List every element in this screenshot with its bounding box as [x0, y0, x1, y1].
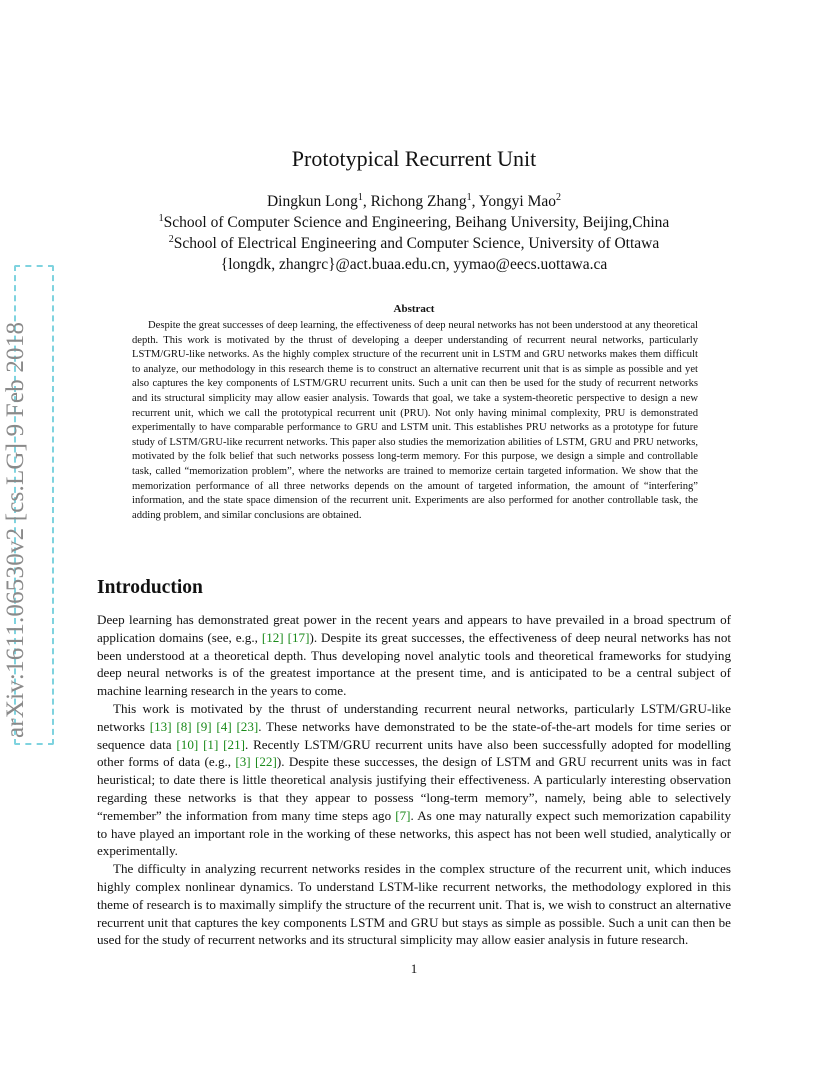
- author-name: Dingkun Long: [266, 193, 358, 210]
- body-text: This work is motivated by the thrust of understanding recurrent neural networks, particularly LSTM/GRU-like networks: [97, 700, 731, 734]
- citation-link[interactable]: [23]: [236, 718, 259, 734]
- author-affil-mark: 1: [466, 192, 472, 203]
- intro-body: [97, 611, 731, 949]
- body-paragraph: [97, 611, 731, 700]
- body-text: The difficulty in analyzing recurrent networks resides in the complex structure of the recurrent unit, which induces highly complex nonlinear dynamics. To understand LSTM-like recurrent networks, the methodology explored in this theme of research is to maximally simplify the structure of the recurrent unit. That is, we wish to construct an alternative recurrent unit that captures the key components LSTM and GRU but stays as simple as possible. Such a unit can then be used for the study of recurrent networks and its structural simplicity may allow easier analysis in future research.: [97, 861, 731, 948]
- affiliation-2: [0, 233, 828, 254]
- author-name: Richong Zhang: [370, 193, 467, 210]
- author-block: [0, 191, 828, 275]
- citation-link[interactable]: [10]: [176, 736, 199, 752]
- citation-link[interactable]: [1]: [203, 736, 219, 752]
- abstract: [132, 319, 698, 523]
- citation-link[interactable]: [13]: [149, 718, 172, 734]
- affiliation-2-text: School of Electrical Engineering and Computer Science, University of Ottawa: [173, 235, 660, 252]
- paper-title: Prototypical Recurrent Unit: [291, 146, 537, 171]
- author-name: Yongyi Mao: [478, 193, 557, 210]
- abstract-heading: Abstract: [393, 303, 435, 315]
- body-text: Deep learning has demonstrated great power in the recent years and appears to have prevailed in a broad spectrum of application domains (see, e.g.,: [97, 612, 731, 645]
- abstract-text: Despite the great successes of deep learning, the effectiveness of deep neural networks has not been understood at any theoretical depth. This work is motivated by the thrust of developing a deeper understanding of recurrent neural networks, particularly LSTM/GRU-like networks. As the highly complex structure of the recurrent unit in LSTM and GRU networks makes them difficult to analyze, our methodology in this research theme is to construct an alternative recurrent unit that is as simple as possible and yet also captures the key components of LSTM/GRU recurrent units. Such a unit can then be used for the study of recurrent networks and its structural simplicity may allow easier analysis. Towards that goal, we take a system-theoretic perspective to design a new recurrent unit, which we call the prototypical recurrent unit (PRU). Not only having minimal complexity, PRU is demonstrated experimentally to have comparable performance to GRU and LSTM unit. This establishes PRU networks as a prototype for future study of LSTM/GRU-like recurrent networks. This paper also studies the memorization abilities of LSTM, GRU and PRU networks, motivated by the folk belief that such networks possess long-term memory. For this purpose, we design a simple and controllable task, called “memorization problem”, where the networks are trained to memorize certain targeted information. We show that the memorization performance of all three networks depends on the amount of targeted information, the amount of “interfering” information, and the state space dimension of the recurrent unit. Experiments are also performed for another controllable task, the adding problem, and similar conclusions are obtained.: [132, 320, 698, 521]
- author-emails: {longdk, zhangrc}@act.buaa.edu.cn, yymao@eecs.uottawa.ca: [220, 256, 608, 273]
- section-title: Introduction: [97, 577, 203, 598]
- page-number: 1: [410, 961, 418, 976]
- affiliation-1-text: School of Computer Science and Engineering, Beihang University, Beijing,China: [163, 214, 670, 231]
- affiliation-1: [0, 212, 828, 233]
- body-paragraph: [97, 700, 731, 860]
- author-affil-mark: 2: [556, 192, 562, 203]
- citation-link[interactable]: [8]: [176, 718, 192, 734]
- body-text: . As one may naturally expect such memorization capability to have played an important role in the working of these networks, this aspect has not been well studied, analytically or experimentally.: [97, 807, 731, 859]
- citation-link[interactable]: [22]: [255, 754, 277, 770]
- affil-mark: 2: [168, 234, 174, 245]
- body-paragraph: [97, 860, 731, 949]
- citation-link[interactable]: [21]: [223, 736, 245, 752]
- author-names: Dingkun Long$^1$, Richong Zhang$^1$, Yongyi Mao$^2$: [266, 192, 562, 210]
- author-affil-mark: 1: [357, 192, 363, 203]
- body-text: ). Despite these successes, the design of LSTM and GRU recurrent units was in fact heuristical; to date there is little theoretical analysis justifying their effectiveness. A particularly interesting observation regarding these networks is that they appear to possess “long-term memory”, namely, being able to selectively “remember” the information from many time steps ago: [97, 754, 731, 823]
- arxiv-id[interactable]: arXiv:1611.06530v2 [cs.LG] 9 Feb 2018: [2, 321, 29, 738]
- citation-link[interactable]: [7]: [395, 807, 411, 823]
- citation-link[interactable]: [9]: [196, 718, 212, 734]
- body-text: . Recently LSTM/GRU recurrent units have also been successfully adopted for modelling other forms of data (e.g.,: [97, 736, 731, 770]
- citation-link[interactable]: [4]: [216, 718, 232, 734]
- body-text: . These networks have demonstrated to be the state-of-the-art models for time series or sequence data: [97, 718, 731, 752]
- citation-link[interactable]: [3]: [235, 754, 251, 770]
- body-text: ). Despite its great successes, the effectiveness of deep neural networks has not been understood at a theoretical depth. Thus developing novel analytic tools and theoretical frameworks for studying deep neural networks is of the greatest importance at the present time, and is anticipated to be a central subject of machine learning research in the years to come.: [97, 629, 731, 699]
- citation-link[interactable]: [12]: [261, 629, 284, 645]
- affil-mark: 1: [158, 213, 164, 224]
- citation-link[interactable]: [17]: [287, 629, 310, 645]
